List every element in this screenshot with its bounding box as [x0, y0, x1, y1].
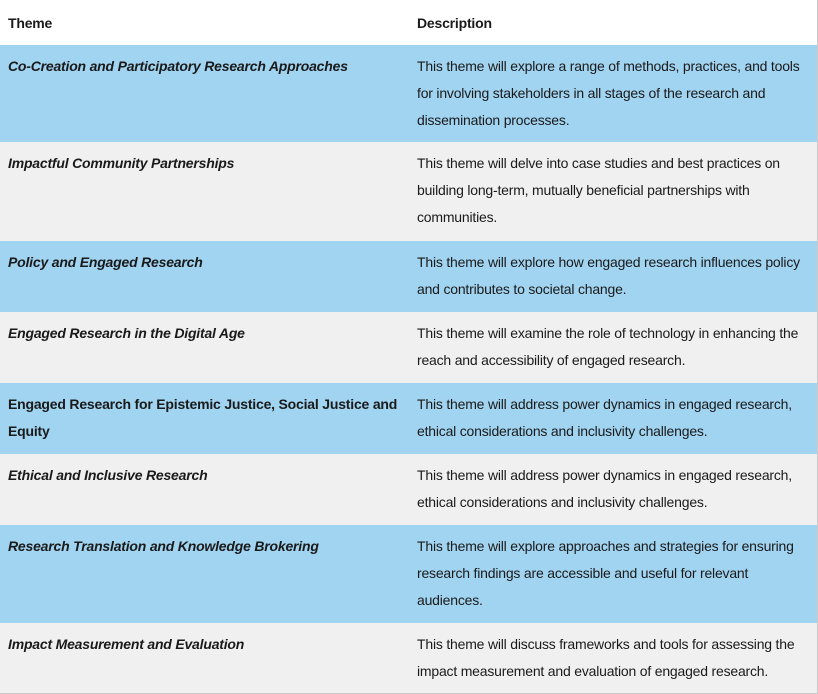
table-row	[0, 525, 817, 623]
theme-cell: Engaged Research for Epistemic Justice, Social Justice and Equity	[0, 383, 409, 454]
table-row	[0, 623, 817, 693]
theme-cell: Engaged Research in the Digital Age	[0, 312, 409, 383]
table-row	[0, 312, 817, 383]
description-cell: This theme will explore approaches and strategies for ensuring research findings are accessible and useful for relevant audiences.	[409, 525, 817, 623]
description-column-header: Description	[409, 0, 817, 45]
table-header	[0, 0, 817, 45]
table-row	[0, 45, 817, 142]
description-cell: This theme will address power dynamics in engaged research, ethical considerations and inclusivity challenges.	[409, 454, 817, 525]
description-cell: This theme will address power dynamics in engaged research, ethical considerations and inclusivity challenges.	[409, 383, 817, 454]
theme-cell: Co-Creation and Participatory Research Approaches	[0, 45, 409, 142]
table-row	[0, 454, 817, 525]
description-cell: This theme will explore how engaged research influences policy and contributes to societal change.	[409, 241, 817, 312]
description-cell: This theme will discuss frameworks and tools for assessing the impact measurement and evaluation of engaged research.	[409, 623, 817, 693]
theme-column-header: Theme	[0, 0, 409, 45]
theme-cell: Ethical and Inclusive Research	[0, 454, 409, 525]
header-row	[0, 0, 817, 45]
theme-cell: Policy and Engaged Research	[0, 241, 409, 312]
theme-cell: Impact Measurement and Evaluation	[0, 623, 409, 693]
theme-cell: Research Translation and Knowledge Brokering	[0, 525, 409, 623]
description-cell: This theme will delve into case studies and best practices on building long-term, mutually beneficial partnerships with communities.	[409, 142, 817, 241]
table-row	[0, 383, 817, 454]
theme-cell: Impactful Community Partnerships	[0, 142, 409, 241]
description-cell: This theme will examine the role of technology in enhancing the reach and accessibility of engaged research.	[409, 312, 817, 383]
table-body	[0, 45, 817, 693]
table-row	[0, 142, 817, 241]
description-cell: This theme will explore a range of methods, practices, and tools for involving stakeholders in all stages of the research and dissemination processes.	[409, 45, 817, 142]
table-row	[0, 241, 817, 312]
